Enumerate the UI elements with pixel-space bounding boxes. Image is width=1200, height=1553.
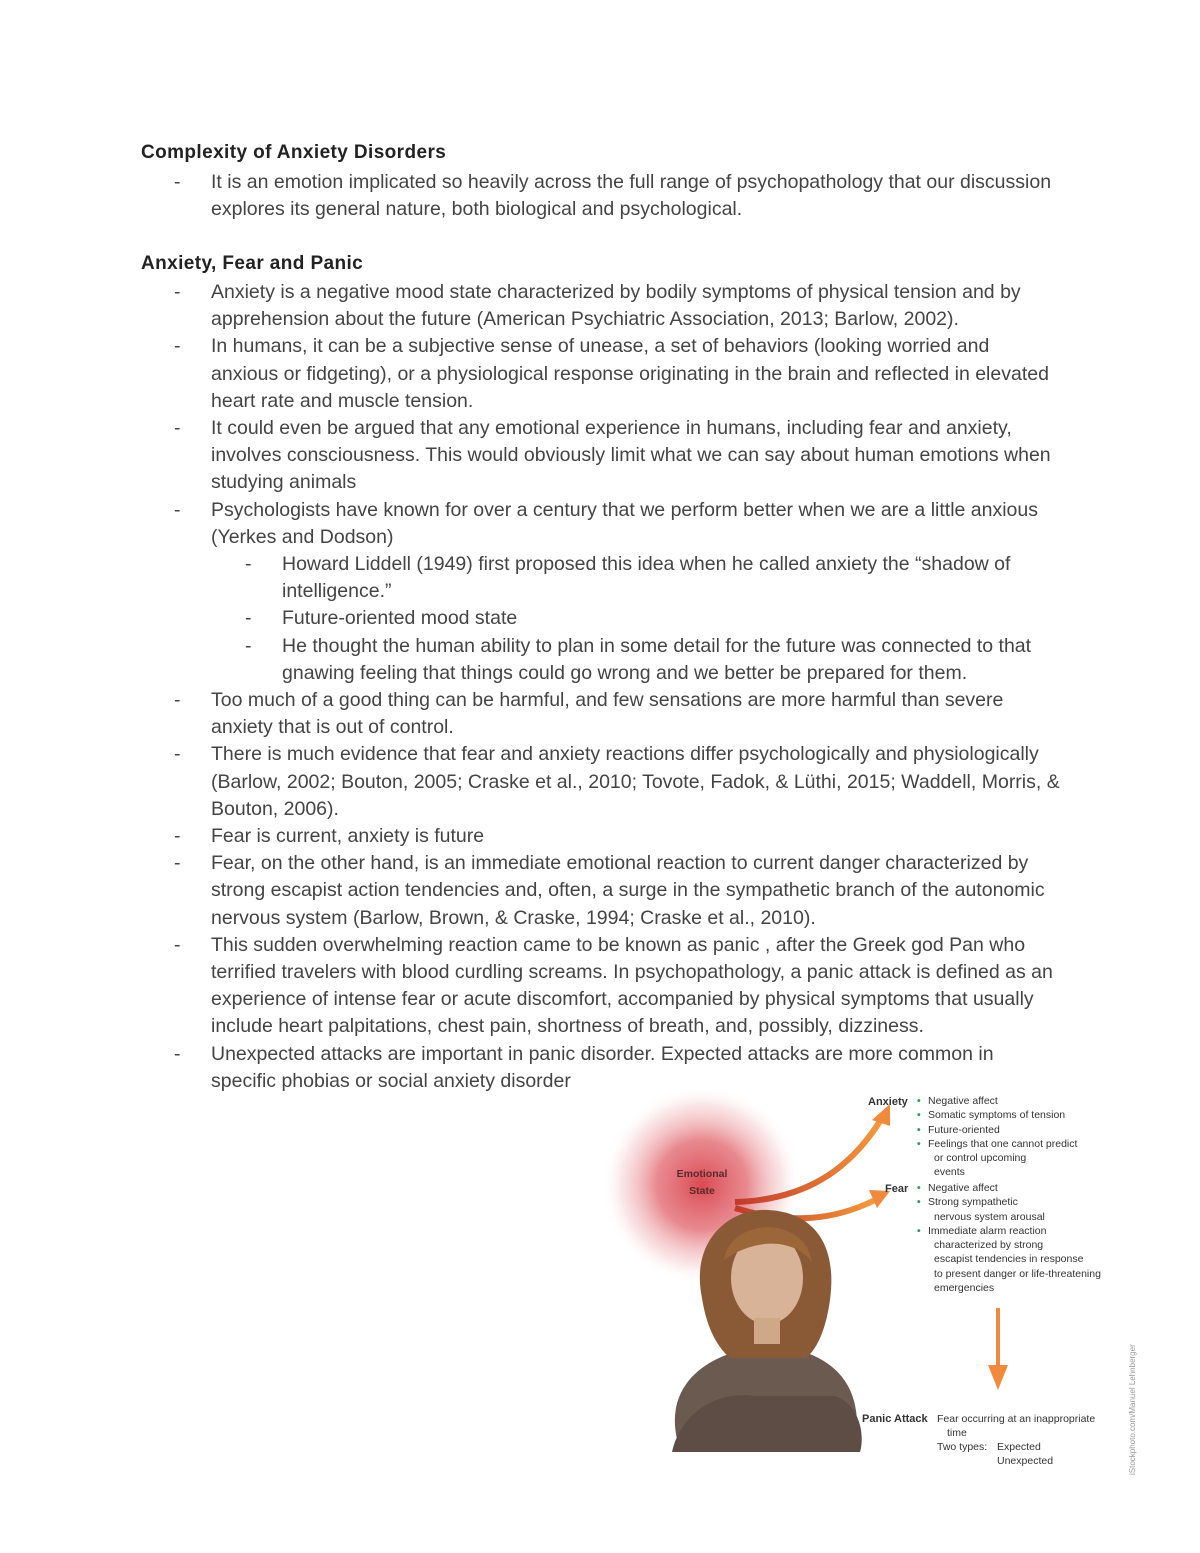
bullet-text: In humans, it can be a subjective sense of unease, a set of behaviors (looking worried and anxious or fidgeting), or a physiological response originating in the brain and reflected in elevated heart rate and muscle tension. (211, 335, 1049, 412)
bullet-text: There is much evidence that fear and anxiety reactions differ psychologically and physiologically (Barlow, 2002; Bouton, 2005; Craske et al., 2010; Tovote, Fadok, & Lüthi, 2015; Waddell, Morris, & Bouton, 2006). (211, 743, 1060, 820)
anxiety-item (917, 1137, 1147, 1151)
green-bullet-icon: • (917, 1196, 921, 1209)
item-text: Feelings that one cannot predict (928, 1137, 1078, 1150)
green-bullet-icon: • (917, 1123, 921, 1136)
bullet-item (0, 279, 1061, 333)
bullet-text: It could even be argued that any emotional experience in humans, including fear and anxiety, involves consciousness. This would obviously limit what we can say about human emotions when studying animals (211, 417, 1051, 494)
bullet-marker: - (174, 689, 181, 712)
panic-desc-line-1: Fear occurring at an inappropriate (937, 1413, 1096, 1425)
item-text: Strong sympathetic (928, 1196, 1018, 1209)
item-text: Immediate alarm reaction (928, 1224, 1047, 1237)
bullet-text: Anxiety is a negative mood state characterized by bodily symptoms of physical tension and by apprehension about the future (American Psychiatric Association, 2013; Barlow, 2002). (211, 281, 1021, 331)
item-continuation: or control upcoming (934, 1152, 1027, 1165)
panic-types-list (997, 1440, 1053, 1468)
sub-bullet-item (0, 605, 1062, 632)
bullet-marker: - (174, 825, 181, 848)
item-continuation: emergencies (934, 1282, 995, 1295)
bullet-marker: - (174, 933, 181, 956)
arrow-down-head (988, 1365, 1008, 1390)
bullet-item (0, 687, 1061, 741)
anxiety-item (917, 1094, 1147, 1108)
bullet-marker: - (174, 1042, 181, 1065)
emotional-state-figure (590, 1090, 1150, 1490)
green-bullet-icon: • (917, 1182, 921, 1194)
bullet-marker: - (245, 634, 252, 657)
bullet-text: Howard Liddell (1949) first proposed this idea when he called anxiety the “shadow of intelligence.” (282, 553, 1011, 603)
bullet-marker: - (174, 852, 181, 875)
panic-two-types-label: Two types: (937, 1441, 988, 1453)
bullet-text: Future-oriented mood state (282, 607, 518, 630)
item-continuation: characterized by strong (934, 1239, 1044, 1252)
bullet-text: Psychologists have known for over a century that we perform better when we are a little anxious (Yerkes and Dodson) (211, 498, 1038, 548)
item-continuation: nervous system arousal (934, 1210, 1045, 1223)
anxiety-characteristics-list (917, 1094, 1147, 1180)
bullet-text: Too much of a good thing can be harmful, and few sensations are more harmful than severe anxiety that is out of control. (211, 689, 1004, 739)
panic-desc-line-2: time (947, 1427, 967, 1439)
fear-item (917, 1195, 1147, 1209)
panic-attack-label: Panic Attack (862, 1413, 928, 1425)
emotional-state-line-1: Emotional (676, 1168, 728, 1180)
sub-bullet-item (0, 633, 1062, 687)
bullet-marker: - (174, 335, 181, 358)
item-continuation: events (934, 1166, 965, 1179)
panic-type-unexpected: Unexpected (997, 1455, 1054, 1467)
bullet-text: This sudden overwhelming reaction came to be known as panic , after the Greek god Pan who terrified travelers with blood curdling screams. In psychopathology, a panic attack is defined as an experience of intense fear or acute discomfort, accompanied by physical symptoms that usually include heart palpitations, chest pain, shortness of breath, and, possibly, dizziness. (211, 933, 1053, 1038)
fear-characteristics-list (917, 1181, 1147, 1295)
bullet-item (0, 497, 1061, 551)
green-bullet-icon: • (917, 1109, 921, 1122)
item-text: Negative affect (928, 1095, 998, 1107)
sub-bullet-item (0, 551, 1062, 605)
bullet-marker: - (174, 281, 181, 303)
emotional-state-label (662, 1166, 742, 1200)
bullet-marker: - (174, 498, 181, 521)
bullet-text: Fear is current, anxiety is future (211, 825, 485, 848)
item-continuation: escapist tendencies in response (934, 1253, 1084, 1266)
bullet-marker: - (245, 553, 252, 576)
green-bullet-icon: • (917, 1095, 921, 1107)
anxiety-fear-panic-bullet-list (0, 279, 1062, 1095)
bullet-item (0, 415, 1061, 497)
emotional-state-line-2: State (689, 1185, 715, 1197)
bullet-text: It is an emotion implicated so heavily across the full range of psychopathology that our discussion explores its general nature, both biological and psychological. (211, 171, 1052, 221)
anxiety-item (917, 1108, 1147, 1122)
photo-credit: iStockphoto.com/Manuel Lehnberger (1128, 1344, 1137, 1475)
item-continuation: to present danger or life-threatening (934, 1267, 1101, 1280)
panic-attack-description (937, 1412, 1095, 1440)
item-text: Future-oriented (928, 1123, 1000, 1136)
complexity-bullet-list (0, 169, 1061, 223)
bullet-marker: - (174, 417, 181, 440)
green-bullet-icon: • (917, 1137, 921, 1150)
bullet-item (0, 932, 1061, 1041)
bullet-item (0, 823, 1061, 850)
bullet-item (0, 169, 1061, 223)
bullet-marker: - (174, 743, 181, 766)
bullet-text: He thought the human ability to plan in some detail for the future was connected to that gnawing feeling that things could go wrong and we better be prepared for them. (282, 634, 1032, 684)
bullet-item (0, 741, 1061, 823)
fear-item (917, 1181, 1147, 1195)
bullet-item (0, 1041, 1061, 1095)
heading-anxiety-fear-panic: Anxiety, Fear and Panic (141, 253, 364, 274)
green-bullet-icon: • (917, 1224, 921, 1237)
bullet-marker: - (174, 171, 181, 193)
item-text: Negative affect (928, 1182, 998, 1194)
bullet-item (0, 333, 1061, 415)
anxiety-label: Anxiety (868, 1096, 908, 1108)
panic-type-expected: Expected (997, 1441, 1041, 1453)
fear-label: Fear (885, 1183, 909, 1195)
bullet-item (0, 850, 1061, 932)
heading-complexity: Complexity of Anxiety Disorders (141, 142, 447, 163)
item-text: Somatic symptoms of tension (928, 1109, 1066, 1122)
bullet-marker: - (245, 607, 252, 630)
anxiety-item (917, 1123, 1147, 1137)
bullet-text: Unexpected attacks are important in panic disorder. Expected attacks are more common in specific phobias or social anxiety disorder (211, 1042, 994, 1092)
bullet-text: Fear, on the other hand, is an immediate emotional reaction to current danger characterized by strong escapist action tendencies and, often, a surge in the sympathetic branch of the autonomic nervous system (Barlow, Brown, & Craske, 1994; Craske et al., 2010). (211, 852, 1045, 929)
fear-item (917, 1224, 1147, 1238)
